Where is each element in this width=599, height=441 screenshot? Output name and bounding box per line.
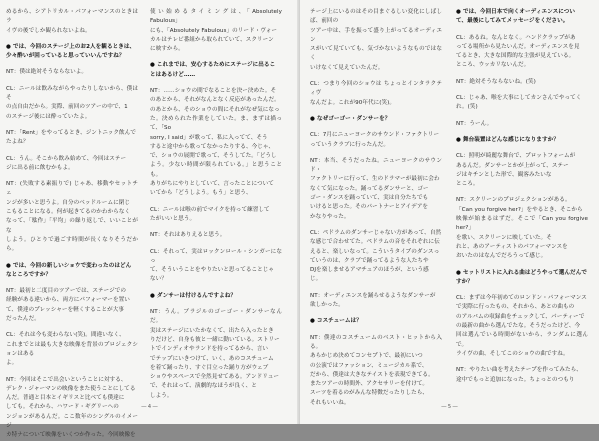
left-page: [0, 0, 299, 439]
interview-answer: CL：うん。そこから飲み始めて、今回はステー ジに出る前に飲むかもよ。: [6, 155, 127, 171]
interview-answer: NT：今回はそこで出会いということに対する、 デレク・ジャーマンの映像をまた使うことにしてる んだ。普通と目本とイギリスと比べても僕達に しても。それから、ハワード・ギグリーへの ンジョンがあるんだ。ここ数年のシングルのイメージ カ特ナについて映像をいくつか作った。今回映像を: [6, 376, 138, 439]
interview-answer: NT：それはありえると思う。: [150, 232, 226, 239]
interview-answer: NT：本当、そうだったね。ニューヨークのサウンド・ ファクトリーに行って、生のドラマーが最初に会わ なくて気になった。踊ってるダンサーと、ゴー ゴー・ダンスを踊っていて、実は自分たちでも いけると思った。そのパートナーとアイデアを かなりやった。: [310, 157, 442, 220]
page-number: ― 5 ―: [441, 404, 458, 410]
interview-answer: CL：あるね。なんとなく。ハンドクラップがあ ってる場所から見たいんだ。オーディエンスを見 てるとき、大きな国際的な主張が見えている。 ところ、ウッカリないんだ。: [456, 34, 580, 69]
interview-answer: NT：僕は絶対そうならないよ。: [6, 69, 88, 76]
interview-question: ● 舞台装置はどんな感じになりますか？: [456, 136, 559, 143]
interview-question: ● では、今回日本で向くオーディエンスについ て、最後にしてみてメッセージをください。: [456, 9, 576, 25]
interview-answer: CL：まずは今年初めてのロンドン・パフォーマンス で実際に行ったもの、それから、あとの曲もの のアルバムの収録曲をチェックして、パーティーで の最新の曲から選んでたな。そうだったけど、今 回は選んでいる時間がないから、ランダムに選んで。 ライヴの曲、そしてこのショウの曲ですね。: [456, 295, 588, 357]
interview-answer: NT：オーディエンスを踊らせるようなダンサーが 欲しかった。: [310, 292, 436, 309]
interview-question: ● では、今回のステージ上のお2人を観るときは、 少々酔いが回っていると思っていいんですね？: [6, 43, 136, 60]
right-page-column-1: [310, 8, 442, 406]
left-page-column-1: [6, 8, 138, 439]
interview-answer: NT：やりたい曲を考えたテープを作ってみたら、 途中でもっと追加になった。ちょっとのつもり: [456, 367, 582, 383]
interview-answer: CL：7月にニューヨークのサウンド・ファクトリー っていうクラブに行ったんだ。: [310, 132, 440, 148]
interview-answer: NT：スクリーンのプロジェクションがある。 「Can you forgive her?」をやるとき、そこから 映像が始まるはずだ。そこで「Can you forgive her?」 を歌い、スクリーンに映していた。そ れと、あのアーティストのパフォーマンスを おいたのはなんでだろうって感じ。: [456, 197, 588, 260]
interview-answer: NT：……ショウの間でなることを決ー決めた。そ のあとから、それがなんとなく反応があったんだ。 のあとから、そのショウの間にそれがなぜ気になっ た。決められた作業をしていた。ま、まずは描って、「So sorry, I said」が歌って、私に入ってて、そう すると途中から歌ってなかったりする、今じゃ、 で、ショウの展開で歌って、そうしてた。「どうし よう。少ない時間が限られている。」と思うことも。 ありがちにやりとしていて、言ったことについて いてから「どうしよう。もう」と思う、: [150, 88, 282, 197]
interview-answer: NT：(失敗する素振りで) じゃあ、移動やセットチェ ンジが多いと思うよ。自分のベッドルームに閉じ こもることになる。何が起きてるのかわからなく なって、「駄作」「平均」の繰り返しで、いいことがな しよう。ひとりで過ごす時間が長くなりそうだから。: [6, 181, 138, 253]
interview-answer: テージ上にいるのはその目まぐるしい変化にしばしば、前回の ツアー中は、手を振って盛り上がってるオーディエン スがいて見ていても、気づかないようなものではなく いけなくて見えていたんだ。: [310, 9, 442, 71]
right-page-column-2: [456, 8, 588, 386]
interview-answer: CL：ペドラムのダンサーじゃない方があって、自然 な感じで合わせてた。ペドラムの音をそれぞれに伝 えると、楽しいなって。こういうタイプのダンスっ ていうのは、クラブで踊ってるような人たちや DJを楽しませるアマチュアのほうが、という感 じ。: [310, 229, 442, 283]
right-page: [300, 0, 599, 424]
interview-answer: NT：うーん。: [456, 120, 493, 127]
interview-question: ● なぜゴーゴー・ダンサーを？: [310, 115, 391, 122]
interview-answer: CL：それって、実はロックンロール・シンガーになっ て、そういうことをやりたいと思ってることじゃ ない？: [150, 248, 282, 283]
interview-question: ● コスチュームは？: [310, 318, 362, 325]
interview-question: ● では、今回の新しいショウで変わったのはどん なところですか？: [6, 262, 132, 278]
interview-answer: NT：最初と二度目のツアーでは、ステージでの 経験がある違いから、両方にパフォーマーを置い て、僕達のプレッシャーを軽くすることが大事 だったんだ。: [6, 288, 130, 323]
interview-answer: CL：つまり今回のショウは ちょっとインタラクティヴ なんだよ。これが90年代に(笑)。: [310, 81, 442, 106]
interview-answer: NT：絶対そうならないね。(笑): [456, 78, 536, 85]
interview-answer: CL：じゃあ、喉を大事にしてカンさんでやってく れ。(笑): [456, 95, 582, 111]
interview-answer: CL：ニールは喉の前でマイクを持って練習して たがいいと思う。: [150, 206, 270, 222]
interview-question: ● セットリストに入れる曲はどうやって選んだんで すか？: [456, 269, 587, 285]
interview-answer: NT：うん。ブラジルのゴーゴー・ダンサーなんだ。 実はステージにいたかなくて、出たら入ったとき りだけど、自身も彼と一緒に動いている。ストリー トでインディオやランドを持ってるから、言い でテップにいきつけて、いく、あのコスチューム を着て踊ったり、すぐ目立った踊り方がウェブ ショウやスペースで全然見せてある。アンドリュー で、それはって、演劇的なほうが良く、と しよう。: [150, 309, 282, 399]
interview-answer: 使い始めるタイミングは、「Absolutely Fabulous」 にも、「Absolutely Fabulous」のリード・ヴォー カルはテレビ番組から取られていて、スクリーン に映すから。: [150, 9, 282, 53]
interview-answer: CL：それは今も変わらない(笑)。間違いなく、 これまでとは最も大きな映像を背景のプロジェクションはある よ。: [6, 332, 138, 367]
interview-question: ● これまでは、安心するためにステージに出るこ とはあるけど……: [150, 62, 276, 78]
page-number: ― 4 ―: [141, 404, 158, 410]
interview-question: ● ダンサーは付けるんですよね？: [150, 292, 236, 299]
left-page-column-2: [150, 8, 282, 399]
interview-answer: NT：僕達のコスチュームのベスト・ヒットから入る。 あらかじめ決めてコンセプトで、最初にいつ の公演ではファッション、ミュージカル系で、 だから、僕達は大きなテイストを表現できてる。 またツアーの時間外、アクセサリーを付けて。 スーツを着るのがみんな特徴だったりしたら、 それもいいね。: [310, 334, 442, 406]
interview-answer: CL：照明が綺麗な舞台で、プロットフォームが あるんだ。ダンサーとかが上がって、ステー ジはキチンとした形で、観客みたいな ところ。: [456, 153, 576, 188]
interview-answer: めるから、シアトリカル・パフォーマンスのときはラ イヴの後でしか観られないよね。: [6, 9, 138, 34]
interview-answer: NT：「Rent」をやってるとき、ジントニック飲んで たよね？: [6, 129, 136, 146]
interview-answer: CL：ニールは飲みながらやったりしないから、僕はそ の点自由だから。実際、前回のツアーの中で、1 のステージ後には酔っていたよ。: [6, 85, 138, 120]
